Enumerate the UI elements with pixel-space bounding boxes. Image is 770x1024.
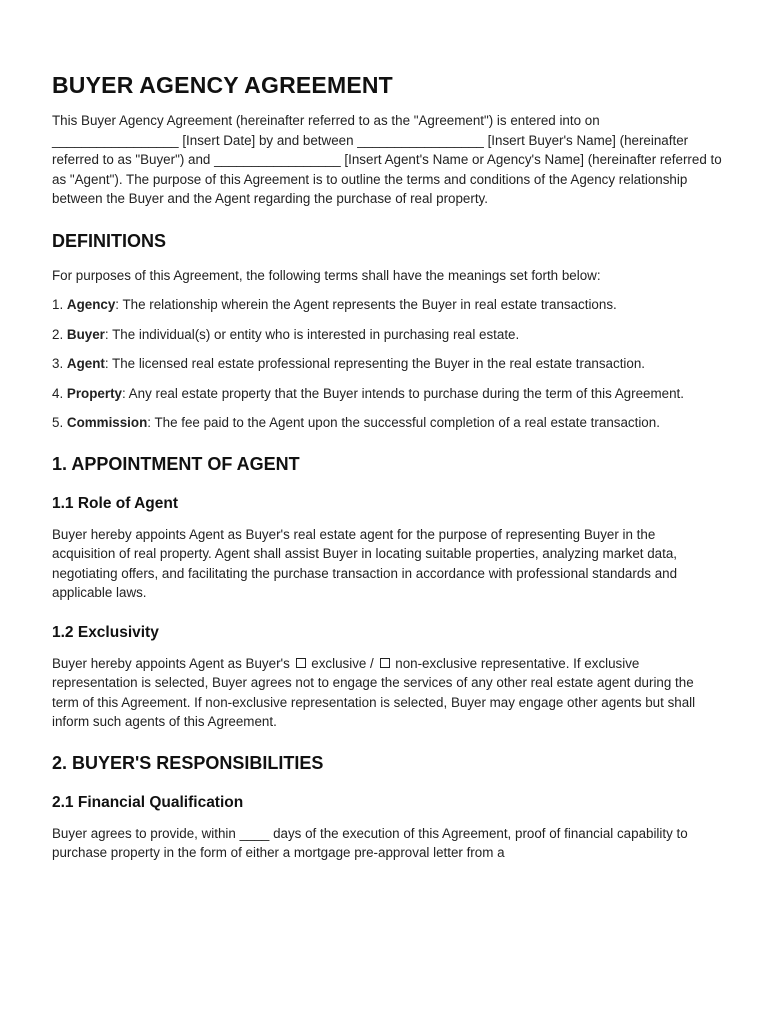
section-1-2-heading: 1.2 Exclusivity [52, 623, 159, 641]
intro-paragraph: This Buyer Agency Agreement (hereinafter referred to as the "Agreement") is entered into on _________________ [Insert Date] by and between _________________ [Insert Buyer's Name] (hereinafter referred to as "Buyer") and _________________ [Insert Agent's Name or Agency's Name] (hereinafter referred to as "Agent"). The purpose of this Agreement is to outline the terms and conditions of the Agency relationship between the Buyer and the Agent regarding the purchase of real property. [52, 113, 722, 206]
definition-item-property [52, 384, 722, 404]
definition-number: 5. [52, 415, 64, 430]
section-1-1-heading: 1.1 Role of Agent [52, 494, 179, 512]
definition-number: 3. [52, 356, 64, 371]
document-page [52, 72, 722, 863]
section-1-2-paragraph [52, 654, 722, 732]
non-exclusive-checkbox[interactable] [380, 658, 390, 668]
definition-text: : The licensed real estate professional representing the Buyer in the real estate transaction. [104, 356, 646, 371]
definition-item-buyer [52, 325, 722, 345]
definition-item-agent [52, 354, 722, 374]
definitions-heading: DEFINITIONS [52, 230, 167, 251]
definition-text: : Any real estate property that the Buyer intends to purchase during the term of this Agreement. [121, 385, 684, 401]
definition-number: 4. [52, 385, 64, 401]
definitions-intro: For purposes of this Agreement, the following terms shall have the meanings set forth below: [52, 267, 601, 283]
definition-term: Agency [66, 297, 116, 312]
definition-text: : The individual(s) or entity who is interested in purchasing real estate. [104, 326, 520, 342]
exclusivity-text-b: non-exclusive representative. If exclusive representation is selected, Buyer agrees not to engage the services of any other real estate agent during the term of this Agreement. If non-exclusive representation is selected, Buyer may engage other agents but shall inform such agents of this Agreement. [52, 655, 696, 729]
section-2-1-paragraph: Buyer agrees to provide, within ____ days of the execution of this Agreement, proof of financial capability to purchase property in the form of either a mortgage pre-approval letter from a [52, 825, 688, 860]
document-title: BUYER AGENCY AGREEMENT [52, 72, 393, 98]
definition-text: : The relationship wherein the Agent represents the Buyer in real estate transactions. [115, 297, 617, 312]
definition-number: 1. [52, 297, 64, 312]
definition-number: 2. [52, 326, 64, 342]
exclusivity-text-a: Buyer hereby appoints Agent as Buyer's [52, 655, 290, 671]
section-2-heading: 2. BUYER'S RESPONSIBILITIES [52, 752, 324, 773]
definition-text: : The fee paid to the Agent upon the successful completion of a real estate transaction. [147, 415, 660, 430]
exclusive-option-label: exclusive / [311, 655, 374, 671]
definition-item-agency [52, 295, 722, 315]
definitions-list [52, 295, 722, 433]
definition-term: Buyer [66, 326, 105, 342]
exclusive-checkbox[interactable] [296, 658, 306, 668]
definition-term: Property [66, 385, 122, 401]
section-2-1-heading: 2.1 Financial Qualification [52, 793, 244, 811]
definition-term: Agent [66, 356, 105, 371]
definition-item-commission [52, 413, 722, 433]
section-1-heading: 1. APPOINTMENT OF AGENT [52, 453, 300, 474]
section-1-1-paragraph: Buyer hereby appoints Agent as Buyer's real estate agent for the purpose of representing Buyer in the acquisition of real property. Agent shall assist Buyer in locating suitable properties, analyzing market data, negotiating offers, and facilitating the purchase transaction in accordance with professional standards and applicable laws. [52, 526, 678, 600]
definition-term: Commission [66, 415, 148, 430]
